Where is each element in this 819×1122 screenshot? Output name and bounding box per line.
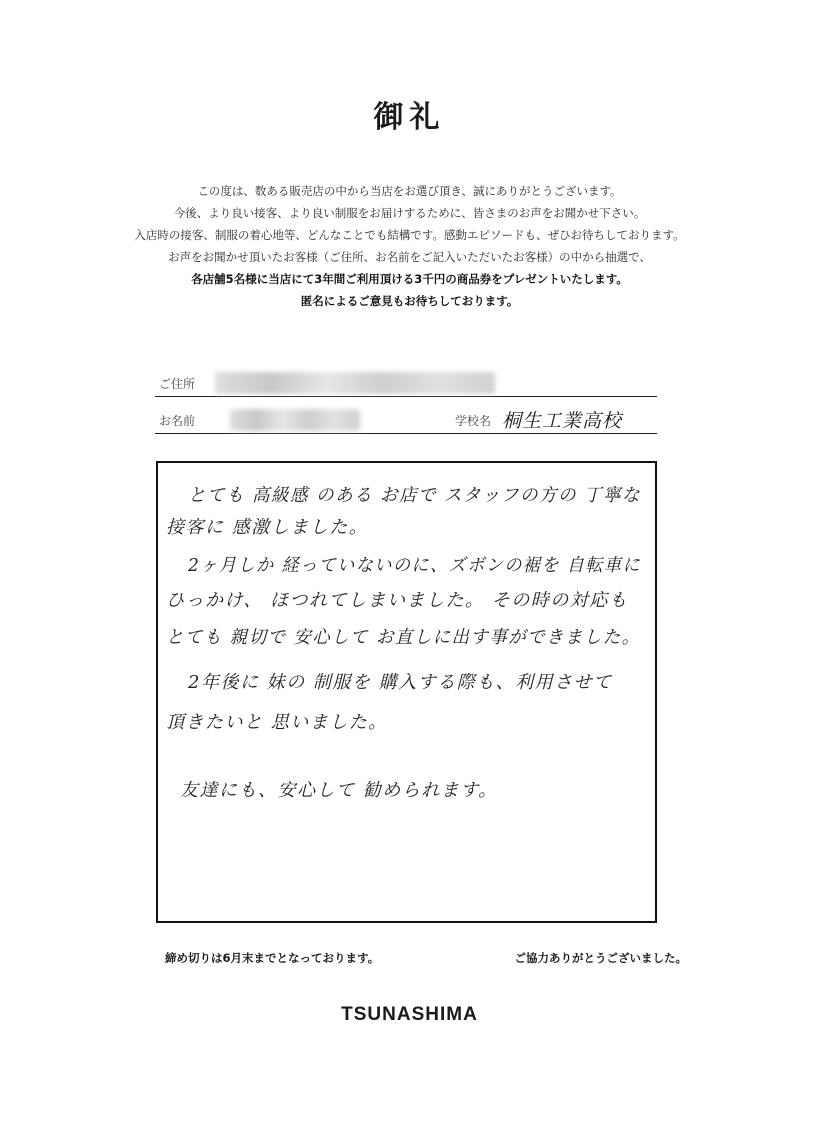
- address-label: ご住所: [159, 377, 196, 391]
- comment-line: 友達にも、安心して 勧められます。: [180, 780, 498, 801]
- comment-line: 2年後に 妹の 制服を 購入する際も、利用させて: [188, 672, 613, 693]
- name-label: お名前: [159, 414, 196, 428]
- brand-logo: TSUNASHIMA: [341, 1004, 478, 1025]
- thanks-note: ご協力ありがとうございました。: [514, 951, 687, 965]
- address-redacted: [215, 372, 495, 394]
- comment-line: 頂きたいと 思いました。: [166, 712, 388, 733]
- school-value: 桐生工業高校: [502, 410, 623, 432]
- intro-line-anonymous: 匿名によるご意見もお待ちしております。: [300, 294, 519, 308]
- comment-box: [156, 461, 657, 923]
- comment-line: ひっかけ、 ほつれてしまいました。 その時の対応も: [166, 590, 629, 611]
- intro-line-prize: 各店舗5名様に当店にて3年間ご利用頂ける3千円の商品券をプレゼントいたします。: [191, 272, 628, 286]
- intro-line: この度は、数ある販売店の中から当店をお選び頂き、誠にありがとうございます。: [197, 184, 622, 198]
- intro-line: 入店時の接客、制服の着心地等、どんなことでも結構です。感動エピソードも、ぜひお待ちしております。: [134, 228, 685, 242]
- name-redacted: [230, 409, 360, 431]
- intro-line: お声をお聞かせ頂いたお客様（ご住所、お名前をご記入いただいたお客様）の中から抽選で、: [168, 250, 651, 264]
- address-field: [155, 368, 657, 397]
- page-title: 御礼: [373, 100, 446, 135]
- comment-line: とても 親切で 安心して お直しに出す事ができました。: [166, 627, 641, 648]
- comment-line: とても 高級感 のある お店で スタッフの方の 丁寧な: [188, 485, 642, 506]
- name-field: [155, 405, 657, 434]
- comment-line: 接客に 感激しました。: [166, 517, 369, 538]
- intro-line: 今後、より良い接客、より良い制服をお届けするために、皆さまのお声をお聞かせ下さい。: [173, 206, 646, 220]
- comment-line: 2ヶ月しか 経っていないのに、ズボンの裾を 自転車に: [188, 555, 642, 576]
- deadline-note: 締め切りは6月末までとなっております。: [165, 951, 380, 965]
- intro-text: [0, 180, 819, 312]
- school-label: 学校名: [455, 414, 492, 428]
